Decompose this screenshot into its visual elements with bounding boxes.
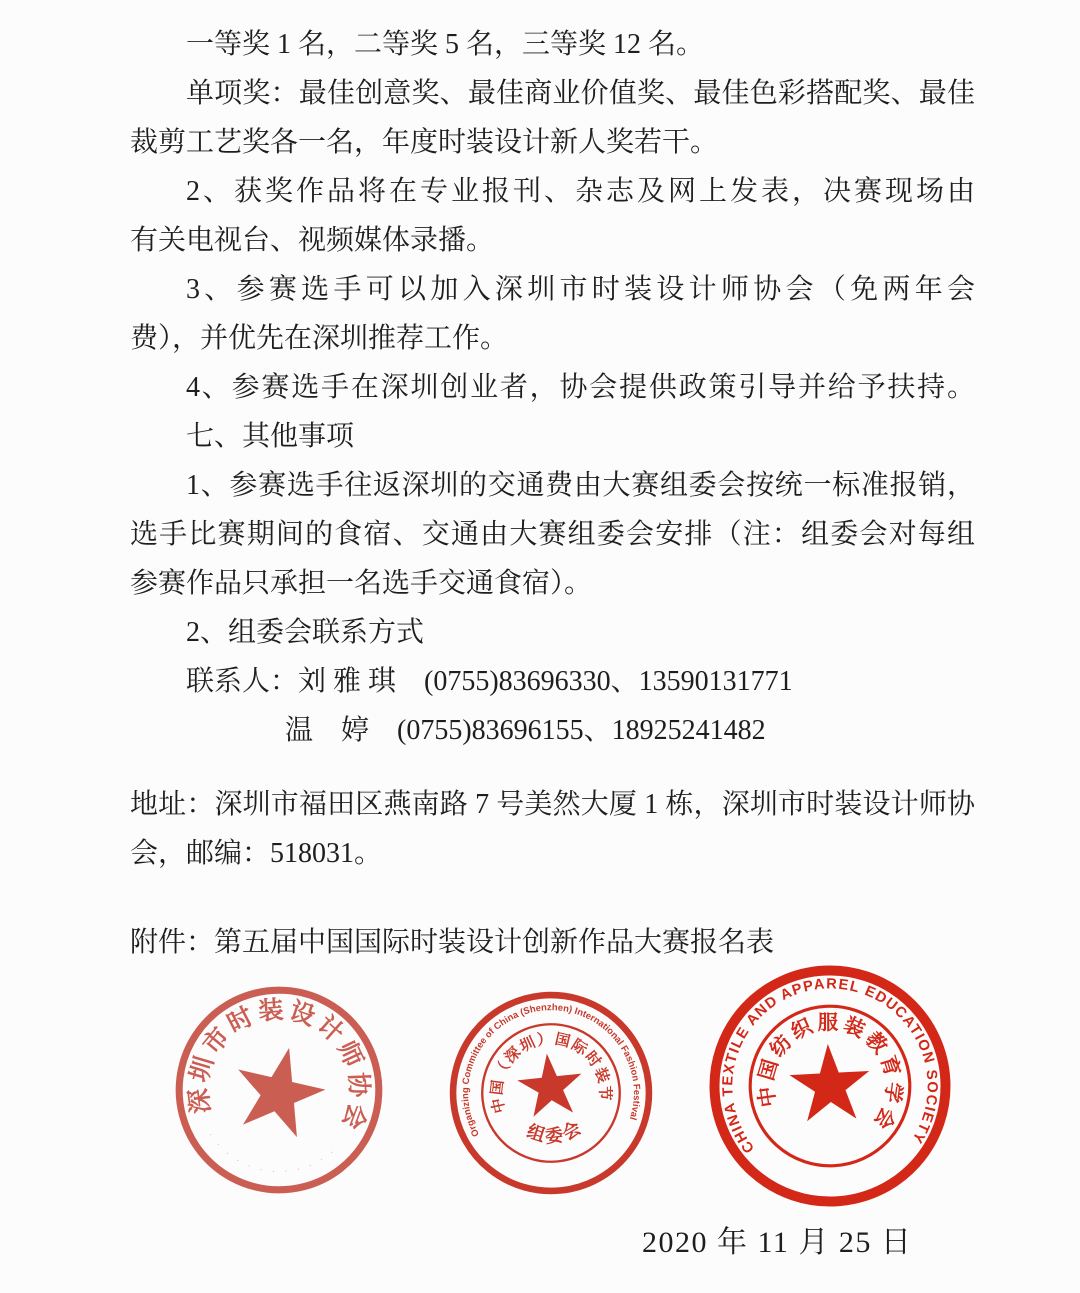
seal-shenzhen-fashion-festival-committee xyxy=(438,980,664,1206)
seal2-star-icon xyxy=(515,1050,586,1118)
other-item1-line-2: 选手比赛期间的食宿、交通由大赛组委会安排（注：组委会对每组 xyxy=(130,519,975,550)
item4-line: 4、参赛选手在深圳创业者，协会提供政策引导并给予扶持。 xyxy=(186,372,975,403)
seal3-star-icon xyxy=(788,1042,872,1122)
address-line-2: 会，邮编：518031。 xyxy=(130,838,383,869)
seal2-bottom-text: 组委会 xyxy=(524,1116,587,1147)
item3-line-2: 费），并优先在深圳推荐工作。 xyxy=(130,323,509,354)
address-line-1: 地址：深圳市福田区燕南路 7 号美然大厦 1 栋，深圳市时装设计师协 xyxy=(130,789,975,820)
other-item1-line-1: 1、参赛选手往返深圳的交通费由大赛组委会按统一标准报销， xyxy=(186,470,975,501)
date-line: 2020 年 11 月 25 日 xyxy=(642,1226,913,1259)
contact-wen-line: 温 婷 (0755)83696155、18925241482 xyxy=(285,715,766,746)
seal3-chinese-arc-text: 中国纺织服装教育学会 xyxy=(755,1012,905,1136)
other-item1-line-3: 参赛作品只承担一名选手交通食宿）。 xyxy=(130,568,593,599)
section7-heading-line: 七、其他事项 xyxy=(186,421,355,452)
seal1-star-icon xyxy=(226,1038,332,1141)
item3-line-1: 3、参赛选手可以加入深圳市时装设计师协会（免两年会 xyxy=(186,274,975,305)
contact-liu-line: 联系人：刘 雅 琪 (0755)83696330、13590131771 xyxy=(186,666,793,697)
seal2-chinese-arc-text: 中国（深圳）国际时装节 xyxy=(489,1031,613,1115)
seal-china-textile-apparel-education-society xyxy=(704,960,956,1212)
contact-heading-line: 2、组委会联系方式 xyxy=(186,617,425,648)
prize-counts-line: 一等奖 1 名，二等奖 5 名，三等奖 12 名。 xyxy=(186,29,705,60)
seal3-english-arc-text: CHINA TEXTILE AND APPAREL EDUCATION SOCIETY xyxy=(720,976,940,1156)
seal1-serial-marks: · · · · · · · · · · · · xyxy=(204,1131,340,1178)
item2-line-1: 2、获奖作品将在专业报刊、杂志及网上发表，决赛现场由 xyxy=(186,176,975,207)
seal-shenzhen-fashion-designers-association xyxy=(166,975,392,1205)
special-awards-line-2: 裁剪工艺奖各一名，年度时装设计新人奖若干。 xyxy=(130,127,719,158)
seal2-english-arc-text: Organizing Committee of China (Shenzhen) International Fashion Festival xyxy=(459,1001,643,1139)
item2-line-2: 有关电视台、视频媒体录播。 xyxy=(130,225,495,256)
seal1-arc-text: 深圳市时装设计师协会 xyxy=(185,996,373,1137)
attachment-line: 附件：第五届中国国际时装设计创新作品大赛报名表 xyxy=(130,927,775,958)
special-awards-line-1: 单项奖：最佳创意奖、最佳商业价值奖、最佳色彩搭配奖、最佳 xyxy=(186,78,975,109)
